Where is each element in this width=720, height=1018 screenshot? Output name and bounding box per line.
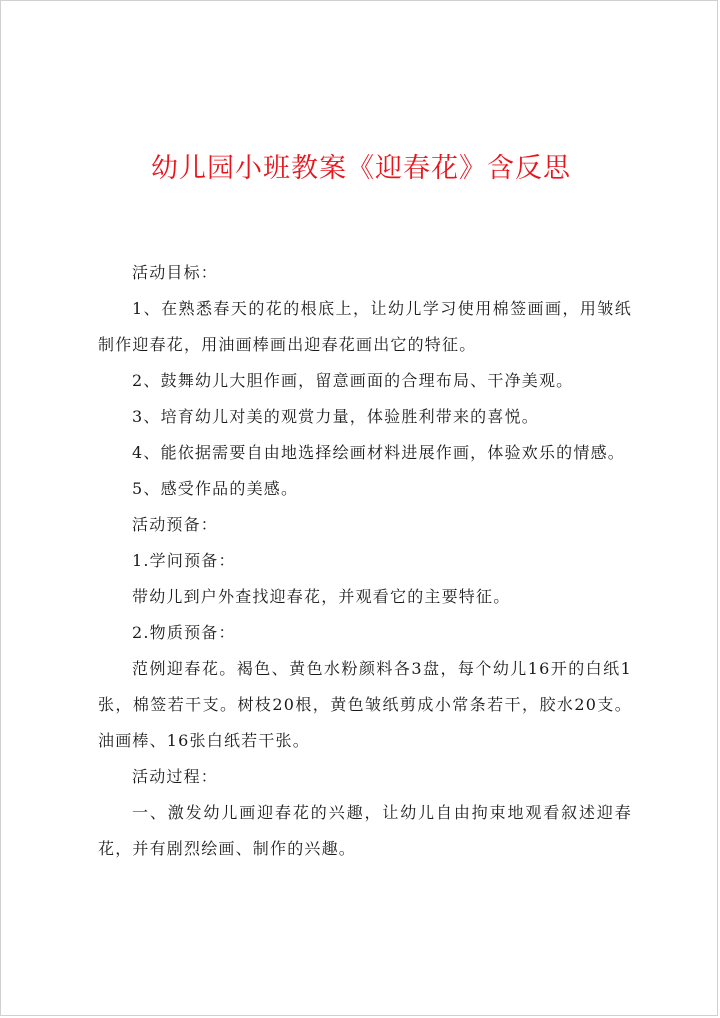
document-title: 幼儿园小班教案《迎春花》含反思: [151, 153, 571, 184]
section-heading-goals: 活动目标：: [132, 263, 219, 282]
paragraph-materials: 范例迎春花。褐色、黄色水粉颜料各3盘，每个幼儿16开的白纸1张，棉签若干支。树枝20根，黄色皱纸剪成小常条若干，胶水20支。油画棒、16张白纸若干张。: [98, 659, 632, 750]
goal-item-1: 1、在熟悉春天的花的根底上，让幼儿学习使用棉签画画，用皱纸制作迎春花，用油画棒画出迎春花画出它的特征。: [98, 299, 632, 354]
paragraph-knowledge: 带幼儿到户外查找迎春花，并观看它的主要特征。: [132, 587, 511, 606]
document-body: [98, 255, 632, 867]
goal-item-4: 4、能依据需要自由地选择绘画材料进展作画，体验欢乐的情感。: [132, 443, 625, 462]
paragraph-process-1: 一、激发幼儿画迎春花的兴趣，让幼儿自由拘束地观看叙述迎春花，并有剧烈绘画、制作的兴趣。: [98, 803, 632, 858]
section-heading-preparation: 活动预备：: [132, 515, 219, 534]
goal-item-3: 3、培育幼儿对美的观赏力量，体验胜利带来的喜悦。: [132, 407, 539, 426]
section-heading-process: 活动过程：: [132, 767, 219, 786]
goal-item-2: 2、鼓舞幼儿大胆作画，留意画面的合理布局、干净美观。: [132, 371, 574, 390]
sub-heading-materials: 2.物质预备：: [132, 623, 236, 642]
goal-item-5: 5、感受作品的美感。: [132, 479, 299, 498]
sub-heading-knowledge: 1.学问预备：: [132, 551, 236, 570]
